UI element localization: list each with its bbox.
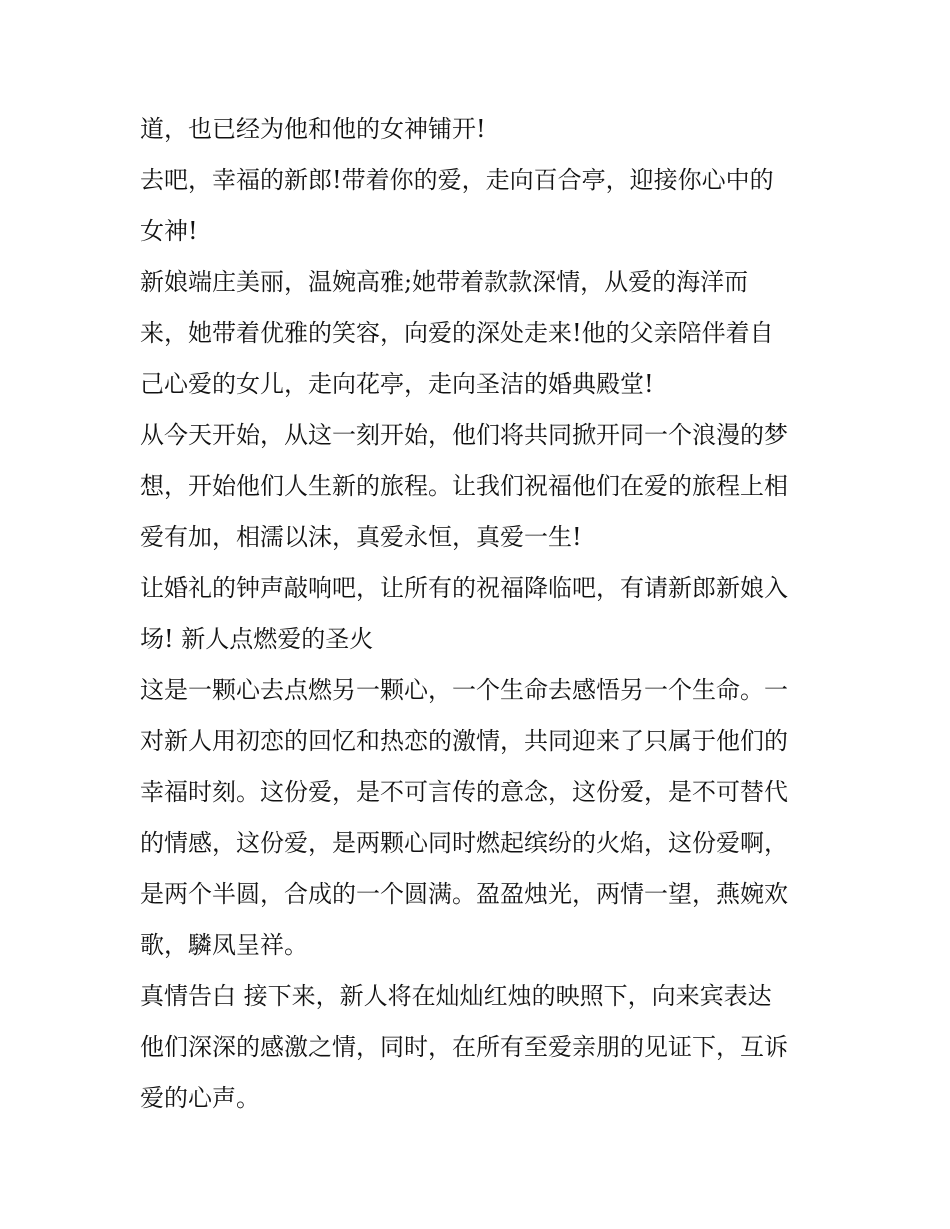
- text-line-15: 的情感，这份爱，是两颗心同时燃起缤纷的火焰，这份爱啊，: [140, 829, 788, 857]
- text-line-17: 歌，驎凤呈祥。: [140, 931, 308, 959]
- text-line-7: 从今天开始，从这一刻开始，他们将共同掀开同一个浪漫的梦: [140, 421, 788, 449]
- text-line-10: 让婚礼的钟声敲响吧，让所有的祝福降临吧，有请新郎新娘入: [140, 574, 788, 602]
- text-line-6: 己心爱的女儿，走向花亭，走向圣洁的婚典殿堂!: [140, 370, 654, 398]
- text-line-13: 对新人用初恋的回忆和热恋的激情，共同迎来了只属于他们的: [140, 727, 788, 755]
- text-line-5: 来，她带着优雅的笑容，向爱的深处走来!他的父亲陪伴着自: [140, 319, 774, 347]
- text-line-19: 他们深深的感激之情，同时，在所有至爱亲朋的见证下，互诉: [140, 1033, 788, 1061]
- text-line-2: 去吧，幸福的新郎!带着你的爱，走向百合亭，迎接你心中的: [140, 166, 774, 194]
- text-line-1: 道，也已经为他和他的女神铺开!: [140, 115, 486, 143]
- text-line-20: 爱的心声。: [140, 1084, 260, 1112]
- text-line-12: 这是一颗心去点燃另一颗心，一个生命去感悟另一个生命。一: [140, 676, 788, 704]
- text-line-8: 想，开始他们人生新的旅程。让我们祝福他们在爱的旅程上相: [140, 472, 788, 500]
- text-line-14: 幸福时刻。这份爱，是不可言传的意念，这份爱，是不可替代: [140, 778, 788, 806]
- text-line-4: 新娘端庄美丽，温婉高雅;她带着款款深情，从爱的海洋而: [140, 268, 749, 296]
- text-line-16: 是两个半圆，合成的一个圆满。盈盈烛光，两情一望，燕婉欢: [140, 880, 788, 908]
- document-page: [140, 104, 820, 1124]
- text-line-3: 女神!: [140, 217, 198, 245]
- text-line-11: 场! 新人点燃爱的圣火: [140, 625, 374, 653]
- text-line-18: 真情告白 接下来，新人将在灿灿红烛的映照下，向来宾表达: [140, 982, 772, 1010]
- text-line-9: 爱有加，相濡以沫，真爱永恒，真爱一生!: [140, 523, 582, 551]
